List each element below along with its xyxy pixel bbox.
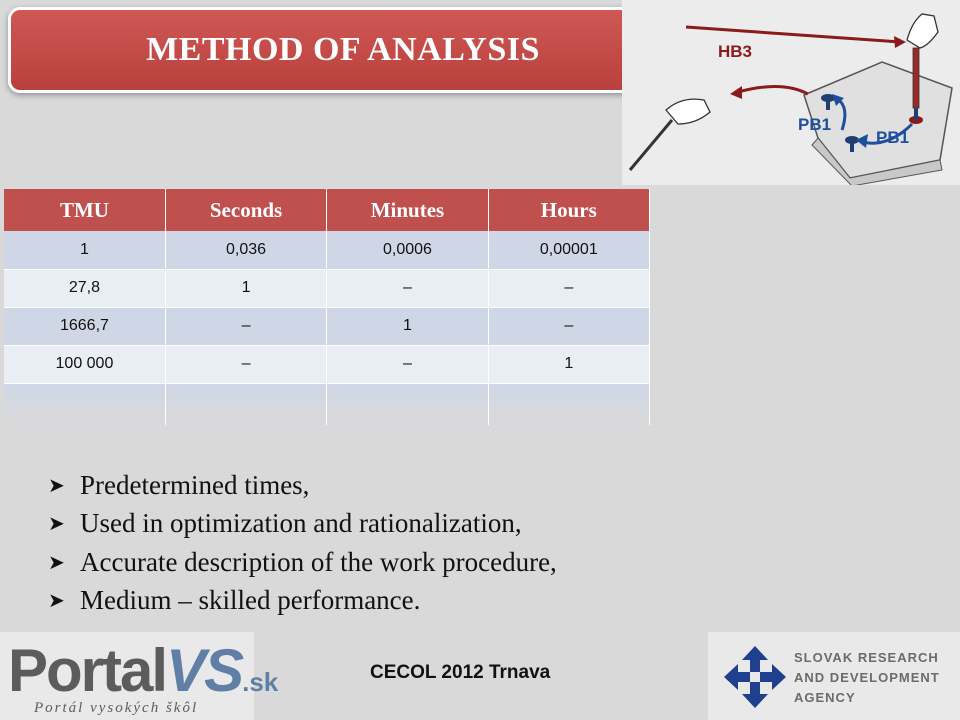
header-seconds: Seconds: [165, 189, 326, 231]
arrow-bullet-icon: ➤: [48, 513, 65, 536]
arrow-bullet-icon: ➤: [48, 551, 65, 574]
table-cell: –: [165, 307, 326, 345]
pb1-label-right: PB1: [876, 128, 910, 147]
slide-title-box: [8, 7, 678, 93]
table-cell: 100 000: [4, 345, 165, 383]
table-row: [4, 231, 650, 269]
bullet-text: Used in optimization and rationalization,: [80, 508, 522, 539]
tmu-conversion-table: [4, 189, 650, 425]
arrow-bullet-icon: ➤: [48, 474, 65, 497]
header-tmu: TMU: [4, 189, 165, 231]
srda-arrows-icon: [720, 642, 790, 712]
pb1-label-left: PB1: [798, 115, 832, 134]
table-row: [4, 269, 650, 307]
table-cell: –: [327, 269, 488, 307]
bullet-item: [48, 505, 557, 544]
table-cell: 0,0006: [327, 231, 488, 269]
bullet-text: Predetermined times,: [80, 469, 310, 500]
footer-event-label: CECOL 2012 Trnava: [370, 662, 551, 683]
bullet-list: [48, 466, 557, 620]
portalvs-logo: [0, 632, 279, 720]
slide-title: METHOD OF ANALYSIS: [146, 31, 540, 68]
table-cell: 1: [488, 345, 649, 383]
bullet-item: [48, 543, 557, 582]
hb3-label: HB3: [718, 42, 753, 61]
table-cell: 27,8: [4, 269, 165, 307]
table-cell: 1: [4, 231, 165, 269]
table-cell: 0,00001: [488, 231, 649, 269]
table-empty-row: [4, 383, 650, 425]
screwdriver-vertical-icon: [913, 48, 919, 108]
bullet-text: Accurate description of the work procedure,: [80, 546, 557, 577]
table-cell: –: [488, 269, 649, 307]
table-header-row: [4, 189, 650, 231]
header-minutes: Minutes: [327, 189, 488, 231]
table-cell-empty: [327, 383, 488, 425]
assembly-illustration: [622, 0, 960, 185]
table-row: [4, 307, 650, 345]
table-cell-empty: [4, 383, 165, 425]
table-cell: 1: [327, 307, 488, 345]
table-cell-empty: [165, 383, 326, 425]
bullet-item: [48, 466, 557, 505]
table-cell: –: [488, 307, 649, 345]
table-cell: 1: [165, 269, 326, 307]
bullet-text: Medium – skilled performance.: [80, 585, 421, 616]
portalvs-logo-subtitle: Portál vysokých škôl: [34, 700, 199, 716]
srda-logo-text: SLOVAK RESEARCH AND DEVELOPMENT AGENCY: [794, 650, 940, 705]
table-cell: –: [165, 345, 326, 383]
header-hours: Hours: [488, 189, 649, 231]
table-cell: –: [327, 345, 488, 383]
conversion-table-container: [4, 189, 650, 425]
srda-logo: [708, 632, 960, 720]
portalvs-logo-wordmark: PortalVS.sk: [8, 637, 279, 704]
table-row: [4, 345, 650, 383]
arrow-bullet-icon: ➤: [48, 590, 65, 613]
table-cell-empty: [488, 383, 649, 425]
bullet-item: [48, 582, 557, 621]
table-cell: 0,036: [165, 231, 326, 269]
table-cell: 1666,7: [4, 307, 165, 345]
